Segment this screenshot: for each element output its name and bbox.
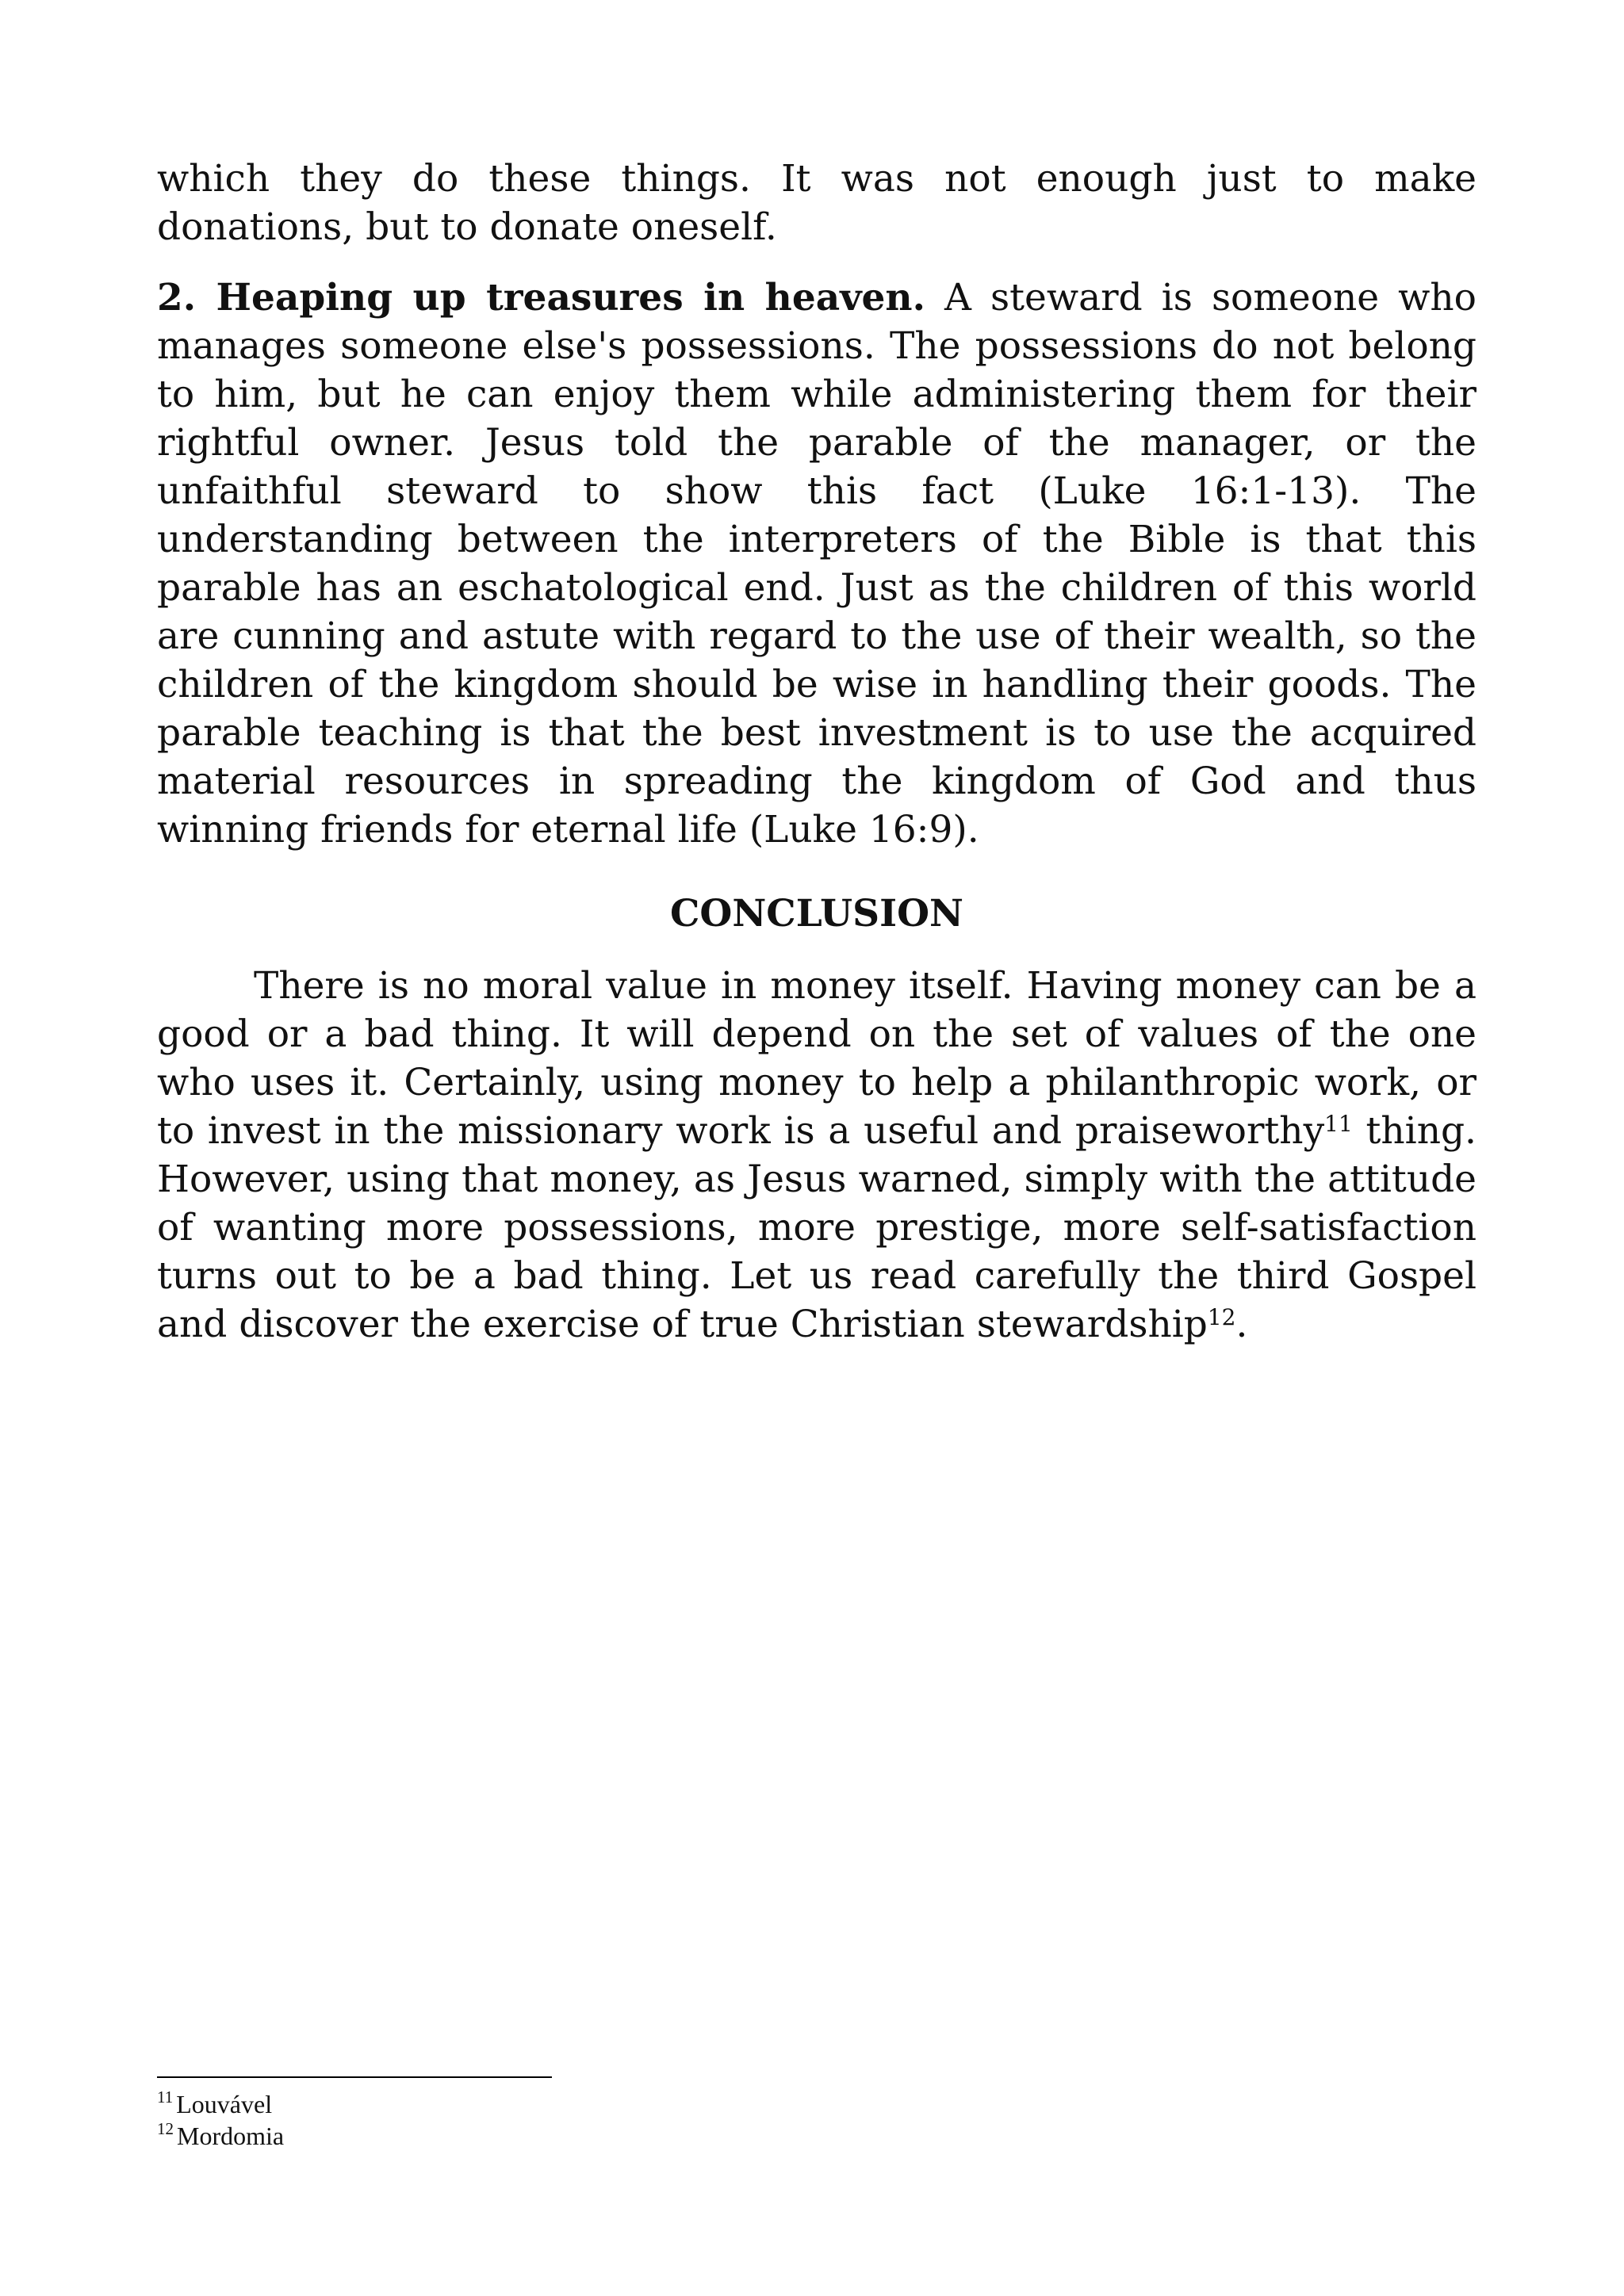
- footnote-text: Mordomia: [177, 2122, 285, 2150]
- heaping-text: A steward is someone who manages someone else's possessions. The possessions do not belong to him, but he can enjoy them while administering them for their rightful owner. Jesus told the parable of the manager, or the unfaithful steward to show this fact (Luke 16:1-13). The understanding between the interpreters of the Bible is that this parable has an eschatological end. Just as the children of this world are cunning and astute with regard to the use of their wealth, so the children of the kingdom should be wise in handling their goods. The parable teaching is that the best investment is to use the acquired material resources in spreading the kingdom of God and thus winning friends for eternal life (Luke 16:9).: [157, 276, 1477, 851]
- footnote-11: [157, 2088, 1477, 2120]
- footnote-reference-12[interactable]: 12: [1207, 1304, 1236, 1330]
- conclusion-heading: CONCLUSION: [669, 892, 963, 936]
- heaping-paragraph: [157, 274, 1477, 854]
- conclusion-text-end: .: [1235, 1303, 1248, 1346]
- footnote-reference-11[interactable]: 11: [1324, 1111, 1353, 1137]
- carry-over-text: which they do these things. It was not enough just to make donations, but to donate oneself.: [157, 157, 1477, 249]
- conclusion-paragraph: [157, 962, 1477, 1349]
- footnote-number: 12: [157, 2119, 174, 2138]
- heaping-heading: 2. Heaping up treasures in heaven.: [157, 276, 925, 320]
- conclusion-text-part2: thing. However, using that money, as Jesus warned, simply with the attitude of wanting more possessions, more prestige, more self-satisfaction turns out to be a bad thing. Let us read carefully the third Gospel and discover the exercise of true Christian stewardship: [157, 1109, 1477, 1346]
- footnote-text: Louvável: [176, 2090, 273, 2118]
- carry-over-paragraph: [157, 155, 1477, 251]
- conclusion-text-part1: There is no moral value in money itself. Having money can be a good or a bad thing. It will depend on the set of values of the one who uses it. Certainly, using money to help a philanthropic work, or to invest in the missionary work is a useful and praiseworthy: [157, 964, 1477, 1153]
- footnote-number: 11: [157, 2087, 174, 2107]
- footnote-12: [157, 2120, 1477, 2152]
- footnotes: [157, 2088, 1477, 2152]
- footnote-separator: [157, 2076, 552, 2078]
